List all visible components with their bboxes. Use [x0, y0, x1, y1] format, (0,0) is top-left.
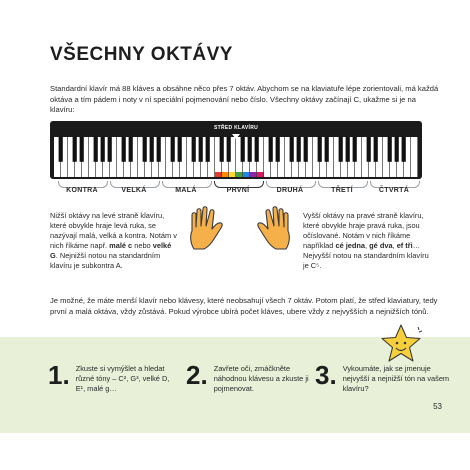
- black-key: [255, 137, 259, 162]
- octave-treti: TŘETÍ: [331, 187, 353, 194]
- key-highlight: [215, 172, 221, 177]
- page-title: VŠECHNY OKTÁVY: [50, 44, 233, 65]
- piano-keys: [54, 137, 418, 177]
- task-text: Zavřete oči, zmáčkněte náhodnou klávesu a zkuste ji pojmenovat.: [213, 364, 309, 394]
- key-highlight: [236, 172, 242, 177]
- black-key: [269, 137, 273, 162]
- white-key: [411, 137, 417, 177]
- key-highlight: [222, 172, 228, 177]
- task-1: [48, 362, 180, 395]
- black-key: [206, 137, 210, 162]
- black-key: [276, 137, 280, 162]
- key-highlight: [243, 172, 249, 177]
- black-key: [122, 137, 126, 162]
- black-key: [339, 137, 343, 162]
- black-key: [367, 137, 371, 162]
- black-key: [192, 137, 196, 162]
- smiling-star-icon: [379, 323, 423, 365]
- black-key: [402, 137, 406, 162]
- piano-keyboard: [50, 121, 422, 179]
- black-key: [325, 137, 329, 162]
- task-text: Zkuste si vymýšlet a hledat různé tóny – C², G³, velké D, E¹, malé g…: [75, 364, 170, 394]
- black-key: [241, 137, 245, 162]
- black-key: [171, 137, 175, 162]
- intro-paragraph: Standardní klavír má 88 kláves a obsáhne něco přes 7 oktáv. Abychom se na klaviatuře lépe zorientovali, má každá oktáva a tím pádem i noty v ní speciální pojmenování nebo číslo. Všechny oktávy začínají C, ukažme si je na klavíru:: [50, 84, 439, 115]
- black-key: [290, 137, 294, 162]
- page-number: 53: [433, 402, 442, 411]
- black-key: [59, 137, 63, 162]
- black-key: [94, 137, 98, 162]
- left-hand-icon: [184, 205, 228, 251]
- black-key: [346, 137, 350, 162]
- key-highlight: [229, 172, 235, 177]
- smaller-keyboard-paragraph: Je možné, že máte menší klavír nebo klávesy, které neobsahují všech 7 oktáv. Potom platí, že střed klaviatury, tedy první a malá oktáva, vždy zůstává. Pokud výrobce ubírá počet kláves, ubere vždy z nejvyšších a nejnižších tónů.: [50, 296, 438, 316]
- task-3: [315, 362, 451, 395]
- task-number: 2.: [186, 360, 208, 390]
- black-key: [318, 137, 322, 162]
- key-highlight: [257, 172, 263, 177]
- black-key: [108, 137, 112, 162]
- right-hand-text: Vyšší oktávy na pravé straně klavíru, které obvykle hraje pravá ruka, jsou očíslované. Notám v nich říkáme například cé jedna, gé dva, ef tři… Nejvyšší notou na standardním klavíru je C⁵.: [303, 211, 429, 271]
- black-key: [227, 137, 231, 162]
- octave-labels: [50, 181, 422, 203]
- black-key: [150, 137, 154, 162]
- black-key: [374, 137, 378, 162]
- black-key: [73, 137, 77, 162]
- keyboard-center-label: STŘED KLAVÍRU: [213, 125, 259, 131]
- black-key: [129, 137, 133, 162]
- black-key: [248, 137, 252, 162]
- octave-velka: VELKÁ: [121, 187, 147, 194]
- task-2: [186, 362, 314, 395]
- black-key: [143, 137, 147, 162]
- left-hand-text: Nižší oktávy na levé straně klavíru, které obvykle hraje levá ruka, se nazývají malá, velká a kontra. Notám v nich říkáme např. malé c nebo velké G. Nejnižší notou na standardním klavíru je subkontra A.: [50, 211, 177, 271]
- octave-kontra: KONTRA: [66, 187, 98, 194]
- octave-prvni: PRVNÍ: [226, 187, 250, 194]
- task-number: 3.: [315, 360, 337, 390]
- black-key: [353, 137, 357, 162]
- black-key: [304, 137, 308, 162]
- black-key: [395, 137, 399, 162]
- black-key: [199, 137, 203, 162]
- black-key: [178, 137, 182, 162]
- black-key: [388, 137, 392, 162]
- black-key: [80, 137, 84, 162]
- black-key: [297, 137, 301, 162]
- black-key: [101, 137, 105, 162]
- right-hand-icon: [252, 205, 296, 251]
- task-number: 1.: [48, 360, 70, 390]
- black-key: [157, 137, 161, 162]
- octave-druha: DRUHÁ: [276, 187, 304, 194]
- octave-ctvrta: ČTVRTÁ: [378, 187, 410, 194]
- task-text: Vykoumáte, jak se jmenuje nejvyšší a nejnižší tón na vašem klavíru?: [342, 364, 450, 394]
- octave-mala: MALÁ: [175, 187, 197, 194]
- black-key: [220, 137, 224, 162]
- key-highlight: [250, 172, 256, 177]
